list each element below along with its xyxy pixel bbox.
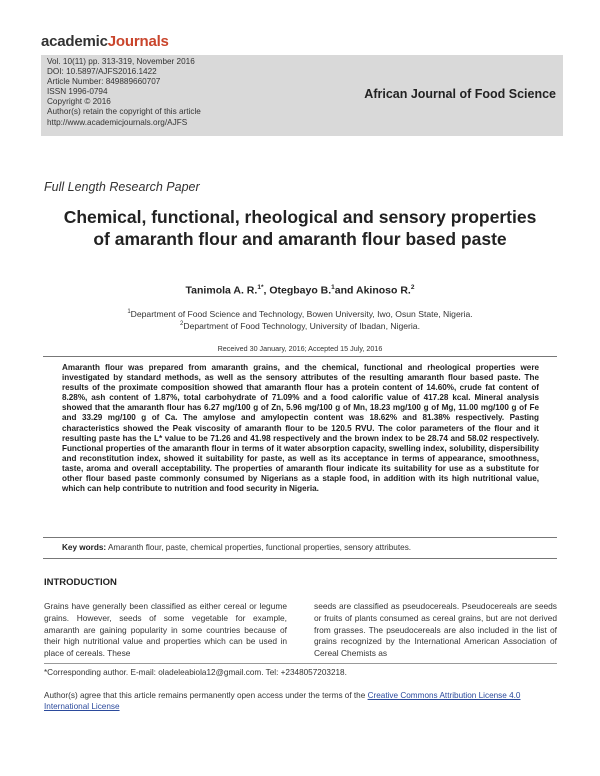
article-meta-list <box>47 57 201 128</box>
meta-article-number: Article Number: 849889660707 <box>47 77 161 87</box>
publisher-logo: academicJournals <box>41 33 169 50</box>
keywords-rule <box>43 558 557 559</box>
author-name: Tanimola A. R. <box>185 284 258 297</box>
affiliation-1: $^1$Department of Food Science and Technology, Bowen University, Iwo, Osun State, Nigeria. <box>127 309 473 319</box>
meta-copyright: Copyright © 2016 <box>47 97 111 107</box>
journal-name: African Journal of Food Science <box>364 87 556 101</box>
affiliation-2: $^2$Department of Food Technology, University of Ibadan, Nigeria. <box>180 321 420 331</box>
section-heading: INTRODUCTION <box>44 577 117 588</box>
meta-url[interactable]: http://www.academicjournals.org/AJFS <box>47 117 188 127</box>
author-name: Akinoso R. <box>355 284 411 297</box>
footnote-rule <box>44 663 557 664</box>
paper-type: Full Length Research Paper <box>44 180 200 194</box>
corresponding-author: *Corresponding author. E-mail: oladeleabiola12@gmail.com. Tel: +2348057203218. <box>44 668 347 677</box>
keywords: Key words: Amaranth flour, paste, chemical properties, functional properties, sensory attributes. <box>62 543 412 552</box>
intro-left-column: Grains have generally been classified as either cereal or legume grains. However, seeds of some vegetable for example, amaranth are gaining popularity in some countries because of their high nutritional value and properties which can be used in place of cereals. These <box>44 601 287 659</box>
author-list: Tanimola A. R.$^{1*}$, Otegbayo B.$^1$and Akinoso R.$^2$ <box>185 284 415 297</box>
received-dates: Received 30 January, 2016; Accepted 15 July, 2016 <box>217 344 383 353</box>
abstract-top-rule <box>43 356 557 357</box>
meta-retain: Author(s) retain the copyright of this article <box>47 107 201 117</box>
paper-title: Chemical, functional, rheological and sensory properties of amaranth flour and amaranth flour based paste <box>63 207 537 249</box>
license-link[interactable]: Creative Commons Attribution License 4.0 International License <box>44 691 521 711</box>
intro-right-column: seeds are classified as pseudocereals. Pseudocereals are seeds or fruits of plants consumed as cereal grains, but are not derived from grasses. The pseudocereals are also included in the list of grains recognized by the International American Association of Cereal Chemists as <box>314 601 557 659</box>
meta-doi: DOI: 10.5897/AJFS2016.1422 <box>47 67 157 77</box>
abstract-bottom-rule <box>43 537 557 538</box>
meta-issn: ISSN 1996-0794 <box>47 87 108 97</box>
meta-volume: Vol. 10(11) pp. 313-319, November 2016 <box>47 57 195 66</box>
author-name: Otegbayo B. <box>269 284 332 297</box>
abstract-text: Amaranth flour was prepared from amaranth grains, and the chemical, functional and rheological properties were investigated by standard methods, as well as the sensory attributes of the resulting amaranth flour based paste. The results of the proximate composition showed that amaranth flour has a protein content of 14.60%, crude fat content of 8.28%, ash content of 1.87%, total carbohydrate of 71.09% and a food calorific value of 417.28 kcal. Mineral analysis showed that the amaranth flour has 6.27 mg/100 g of Zn, 5.96 mg/100 g of Mn, 18.23 mg/100 g of Mg, 11.00 mg/100 g of Fe and 33.29 mg/100 g of Ca. The amylose and amylopectin content was 18.62% and 81.38% respectively. Pasting characteristics showed the Peak viscosity of amaranth flour to be 120.5 RVU. The color parameters of the flour and it resulting paste has the L* value to be 71.26 and 41.98 respectively and the brown index to be 28.74 and 58.02 respectively. Functional properties of the amaranth flour in terms of it water absorption capacity, swelling index, solubility, dispersibility and reconstitution index, showed it suitability for paste, as well as its acceptance in terms of appearance, smoothness, taste, aroma and overall acceptability. The properties of amaranth flour indicate its suitability for use as a substitute for other flour based paste commonly consumed by Nigerians as a staple food, in addition with its high nutritional value, which can help contribute to nutrition and food security in Nigeria. <box>62 363 539 494</box>
license-note: Author(s) agree that this article remains permanently open access under the terms of the Creative Commons Attribution License 4.0 International License <box>44 691 521 711</box>
